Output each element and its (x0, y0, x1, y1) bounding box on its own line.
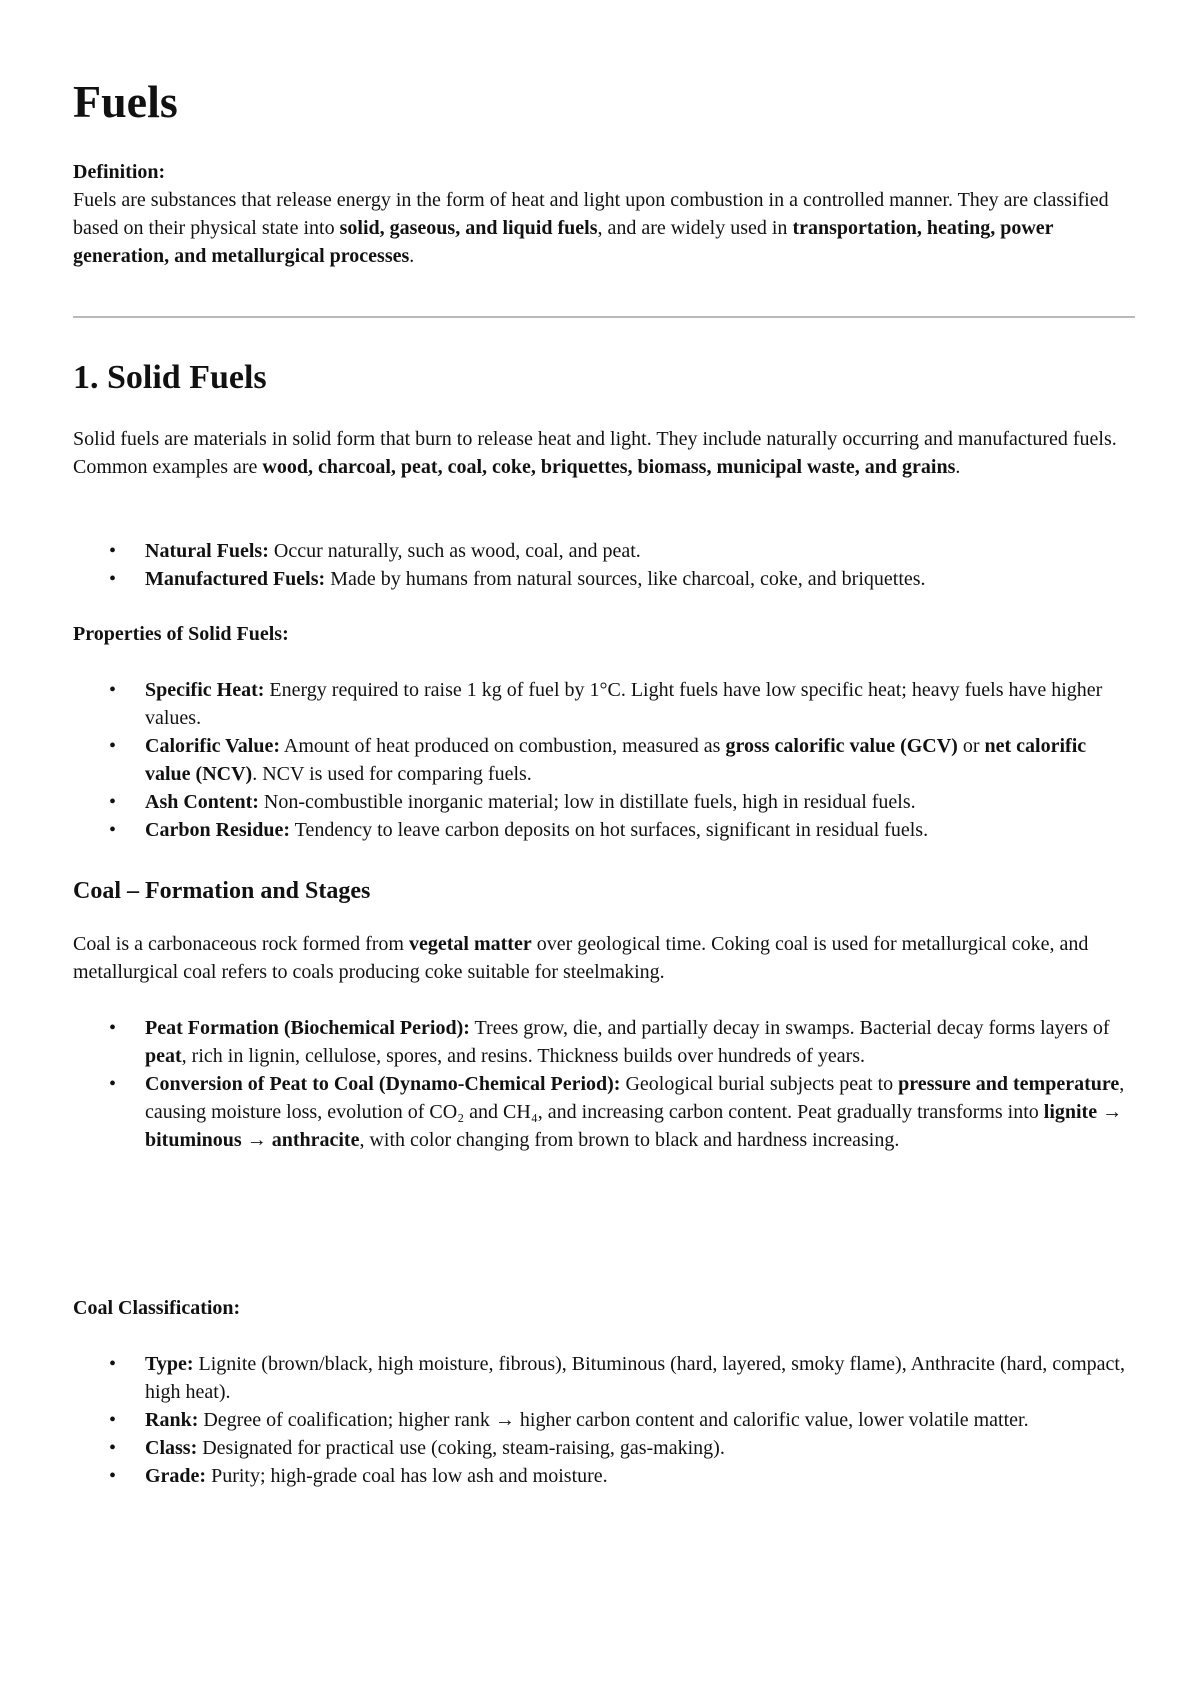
text-run: , with color changing from brown to black and hardness increasing. (359, 1129, 900, 1151)
properties-list (73, 676, 1133, 844)
item-text: Lignite (brown/black, high moisture, fibrous), Bituminous (hard, layered, smoky flame), Anthracite (hard, compact, high heat). (145, 1353, 1125, 1403)
item-label: Conversion of Peat to Coal (Dynamo-Chemical Period): (145, 1073, 621, 1095)
list-item (73, 565, 1133, 593)
list-item (73, 1434, 1133, 1462)
definition-label: Definition: (73, 161, 166, 183)
classification-list (73, 1350, 1133, 1490)
item-text: Purity; high-grade coal has low ash and moisture. (206, 1465, 608, 1487)
properties-heading: Properties of Solid Fuels: (73, 623, 289, 645)
bold-run: net calorific value (NCV) (145, 735, 1087, 785)
coal-formation-list (73, 1014, 1133, 1154)
bold-run: lignite → bituminous → anthracite (145, 1101, 1123, 1151)
item-label: Carbon Residue: (145, 819, 291, 841)
list-item (73, 537, 1133, 565)
coal-intro (73, 930, 1133, 986)
text-run: . NCV is used for comparing fuels. (252, 763, 532, 785)
list-item (73, 1070, 1133, 1154)
item-label: Grade: (145, 1465, 207, 1487)
text-run: , causing moisture loss, evolution of CO₂ and CH₄, and increasing carbon content. Peat gradually transforms into (145, 1073, 1125, 1123)
coal-intro-block (73, 930, 1133, 986)
item-label: Manufactured Fuels: (145, 568, 326, 590)
bold-run: transportation, heating, power generation, and metallurgical processes (73, 217, 1054, 267)
list-item (73, 816, 1133, 844)
text-run: over geological time. Coking coal is used for metallurgical coke, and metallurgical coal refers to coals producing coke suitable for steelmaking. (73, 933, 1089, 983)
solid-fuel-types-list (73, 537, 1133, 593)
list-item (73, 1406, 1133, 1434)
item-text: Non-combustible inorganic material; low in distillate fuels, high in residual fuels. (258, 791, 916, 813)
item-label: Type: (145, 1353, 194, 1375)
item-text: Occur naturally, such as wood, coal, and peat. (268, 540, 641, 562)
definition-block (73, 158, 1133, 270)
item-label: Class: (145, 1437, 198, 1459)
text-run: Fuels are substances that release energy in the form of heat and light upon combustion in a controlled manner. They are classified based on their physical state into (73, 189, 1109, 239)
classification-heading-block (73, 1294, 1133, 1322)
coal-heading: Coal – Formation and Stages (73, 878, 371, 904)
properties-block (73, 676, 1133, 844)
bold-run: pressure and temperature (898, 1073, 1120, 1095)
item-label: Natural Fuels: (145, 540, 269, 562)
solid-fuels-intro-block (73, 425, 1133, 481)
solid-fuels-intro (73, 425, 1133, 481)
text-run: , rich in lignin, cellulose, spores, and resins. Thickness builds over hundreds of years. (181, 1045, 866, 1067)
text-run: Trees grow, die, and partially decay in swamps. Bacterial decay forms layers of (469, 1017, 1110, 1039)
item-text: Made by humans from natural sources, like charcoal, coke, and briquettes. (325, 568, 926, 590)
item-label: Rank: (145, 1409, 199, 1431)
item-text: Degree of coalification; higher rank → higher carbon content and calorific value, lower volatile matter. (198, 1409, 1029, 1431)
item-text: Energy required to raise 1 kg of fuel by 1°C. Light fuels have low specific heat; heavy fuels have higher values. (145, 679, 1103, 729)
item-label: Calorific Value: (145, 735, 280, 757)
bold-run: gross calorific value (GCV) (725, 735, 958, 757)
text-run: . (409, 245, 415, 267)
item-text: Designated for practical use (coking, steam-raising, gas-making). (197, 1437, 725, 1459)
section-divider (73, 316, 1135, 318)
text-run: , and are widely used in (597, 217, 793, 239)
text-run: or (957, 735, 985, 757)
text-run: Amount of heat produced on combustion, measured as (280, 735, 726, 757)
solid-fuel-types-block (73, 537, 1133, 593)
properties-heading-block (73, 620, 1133, 648)
list-item (73, 676, 1133, 732)
item-label: Peat Formation (Biochemical Period): (145, 1017, 470, 1039)
coal-formation-block (73, 1014, 1133, 1154)
bold-run: solid, gaseous, and liquid fuels (339, 217, 598, 239)
classification-block (73, 1350, 1133, 1490)
page-title: Fuels (73, 76, 178, 127)
list-item (73, 1462, 1133, 1490)
list-item (73, 1350, 1133, 1406)
definition-text (73, 186, 1133, 270)
item-label: Ash Content: (145, 791, 259, 813)
item-label: Specific Heat: (145, 679, 265, 701)
solid-fuels-heading: 1. Solid Fuels (73, 359, 267, 396)
list-item (73, 1014, 1133, 1070)
bold-run: vegetal matter (409, 933, 532, 955)
classification-heading: Coal Classification: (73, 1297, 241, 1319)
text-run: Coal is a carbonaceous rock formed from (73, 933, 409, 955)
text-run: Geological burial subjects peat to (620, 1073, 899, 1095)
text-run: . (955, 456, 961, 478)
list-item (73, 732, 1133, 788)
solid-fuels-heading-block (73, 356, 1133, 400)
bold-run: peat (145, 1045, 182, 1067)
coal-heading-block (73, 875, 1133, 907)
text-run: Solid fuels are materials in solid form that burn to release heat and light. They include naturally occurring and manufactured fuels. Common examples are (73, 428, 1117, 478)
item-text: Tendency to leave carbon deposits on hot surfaces, significant in residual fuels. (290, 819, 929, 841)
list-item (73, 788, 1133, 816)
bold-run: wood, charcoal, peat, coal, coke, briquettes, biomass, municipal waste, and grains (262, 456, 956, 478)
